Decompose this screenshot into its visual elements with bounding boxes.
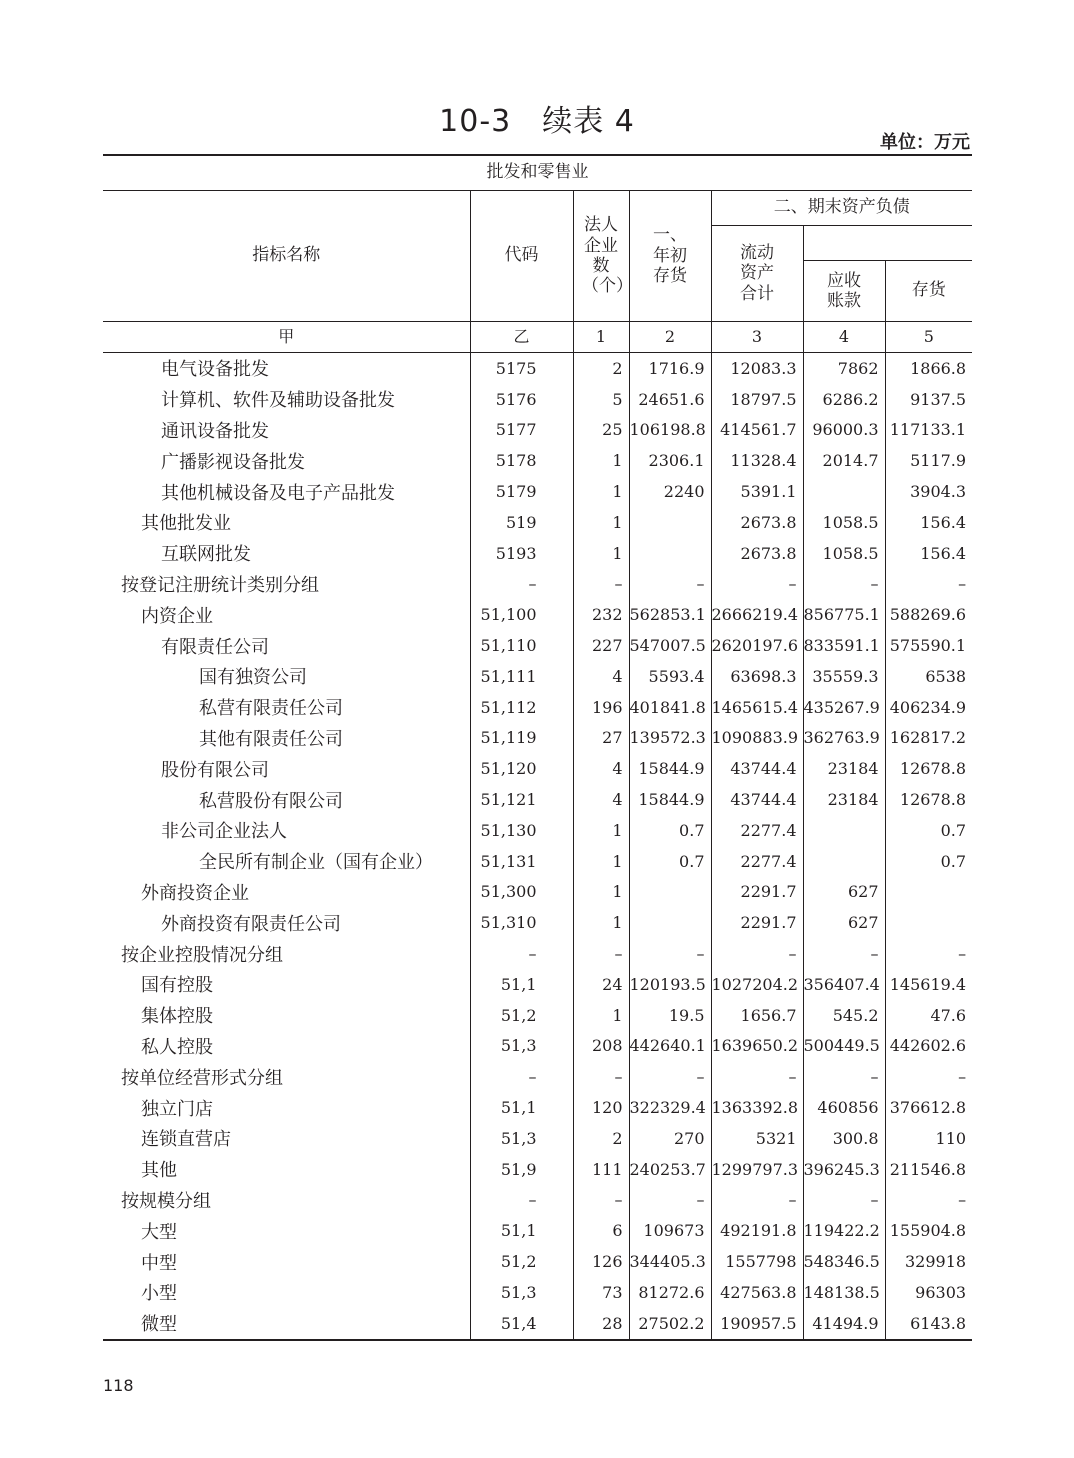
table-row — [103, 1061, 972, 1092]
cell-c3: 190957.5 — [711, 1308, 803, 1340]
cell-c2 — [629, 538, 711, 569]
row-label: 私营有限责任公司 — [103, 692, 470, 723]
index-cell: 乙 — [470, 322, 573, 353]
page-number: 118 — [103, 1376, 134, 1395]
cell-c3: 43744.4 — [711, 784, 803, 815]
table-row — [103, 569, 972, 600]
header-count: 法人企业数（个） — [573, 191, 629, 322]
cell-c2 — [629, 507, 711, 538]
cell-c5: – — [958, 574, 967, 594]
cell-c3: 2673.8 — [711, 538, 803, 569]
cell-code: – — [470, 1061, 573, 1092]
table-row — [103, 599, 972, 630]
cell-c1: 1 — [573, 476, 629, 507]
row-label: 计算机、软件及辅助设备批发 — [103, 384, 470, 415]
cell-c4: 7862 — [803, 353, 885, 384]
row-label: 外商投资有限责任公司 — [103, 907, 470, 938]
cell-code: 51,300 — [470, 877, 573, 908]
row-label: 电气设备批发 — [103, 353, 470, 384]
cell-c3: 5391.1 — [711, 476, 803, 507]
cell-code: 5175 — [470, 353, 573, 384]
header-name: 指标名称 — [103, 191, 470, 322]
cell-c4: 833591.1 — [803, 630, 885, 661]
cell-c4: 96000.3 — [803, 415, 885, 446]
cell-c1: 1 — [573, 445, 629, 476]
row-label: 国有控股 — [103, 969, 470, 1000]
row-label: 按企业控股情况分组 — [103, 938, 470, 969]
index-cell: 3 — [711, 322, 803, 353]
cell-c1: 196 — [573, 692, 629, 723]
cell-c1: 111 — [573, 1154, 629, 1185]
cell-c5: 96303 — [915, 1282, 967, 1302]
cell-c3: 1465615.4 — [711, 692, 803, 723]
cell-c2: 19.5 — [629, 1000, 711, 1031]
cell-c1: 73 — [573, 1277, 629, 1308]
cell-c3: 18797.5 — [711, 384, 803, 415]
cell-c4: 856775.1 — [803, 599, 885, 630]
cell-c4: 627 — [803, 907, 885, 938]
cell-c4: 545.2 — [803, 1000, 885, 1031]
table-row — [103, 1154, 972, 1185]
row-label: 按单位经营形式分组 — [103, 1061, 470, 1092]
cell-c1: 1 — [573, 815, 629, 846]
cell-code: – — [470, 569, 573, 600]
cell-code: 51,3 — [470, 1123, 573, 1154]
table-row — [103, 846, 972, 877]
index-cell: 4 — [803, 322, 885, 353]
cell-code: 51,3 — [470, 1031, 573, 1062]
cell-c4: 2014.7 — [803, 445, 885, 476]
cell-c2: 27502.2 — [629, 1308, 711, 1340]
cell-c3: – — [711, 1061, 803, 1092]
cell-c1: 28 — [573, 1308, 629, 1340]
cell-code: 51,310 — [470, 907, 573, 938]
cell-c3: 1363392.8 — [711, 1092, 803, 1123]
cell-c1: 5 — [573, 384, 629, 415]
table-row — [103, 1185, 972, 1216]
index-cell: 甲 — [103, 322, 470, 353]
cell-c3: 1027204.2 — [711, 969, 803, 1000]
table-row — [103, 938, 972, 969]
cell-c5: 442602.6 — [889, 1036, 967, 1056]
cell-c2: 15844.9 — [629, 784, 711, 815]
cell-code: 51,119 — [470, 723, 573, 754]
cell-c5: 376612.8 — [889, 1098, 967, 1118]
cell-c5 — [885, 877, 972, 908]
cell-c2: 24651.6 — [629, 384, 711, 415]
header-c3: 流动资产合计 — [711, 226, 803, 322]
cell-c3: 427563.8 — [711, 1277, 803, 1308]
index-cell: 2 — [629, 322, 711, 353]
cell-c1: – — [573, 938, 629, 969]
header-c2: 一、年初存货 — [629, 191, 711, 322]
cell-c2: – — [629, 569, 711, 600]
table-row — [103, 384, 972, 415]
cell-c5: 1866.8 — [910, 358, 967, 378]
cell-c1: 1 — [573, 538, 629, 569]
table-row — [103, 538, 972, 569]
header-code: 代码 — [470, 191, 573, 322]
row-label: 按登记注册统计类别分组 — [103, 569, 470, 600]
index-cell: 5 — [885, 322, 972, 353]
cell-c2: 2240 — [629, 476, 711, 507]
table-row — [103, 1215, 972, 1246]
cell-c5: 211546.8 — [889, 1159, 967, 1179]
cell-c5: 588269.6 — [889, 605, 967, 625]
cell-c3: 43744.4 — [711, 753, 803, 784]
cell-c5: – — [958, 1190, 967, 1210]
cell-c1: 2 — [573, 353, 629, 384]
cell-c3: 1639650.2 — [711, 1031, 803, 1062]
table-row — [103, 1246, 972, 1277]
cell-code: 51,1 — [470, 1092, 573, 1123]
table-row — [103, 1092, 972, 1123]
cell-c3: 2277.4 — [711, 846, 803, 877]
cell-c4: 435267.9 — [803, 692, 885, 723]
cell-c4: 627 — [803, 877, 885, 908]
cell-c2 — [629, 877, 711, 908]
cell-c2: 81272.6 — [629, 1277, 711, 1308]
cell-c2: – — [629, 938, 711, 969]
cell-c2: 0.7 — [629, 815, 711, 846]
cell-code: 51,1 — [470, 1215, 573, 1246]
header-c5: 存货 — [885, 261, 972, 322]
cell-c3: 11328.4 — [711, 445, 803, 476]
cell-c1: 25 — [573, 415, 629, 446]
cell-c5 — [885, 907, 972, 938]
row-label: 私营股份有限公司 — [103, 784, 470, 815]
header-c4: 应收账款 — [803, 261, 885, 322]
cell-c3: 1557798 — [711, 1246, 803, 1277]
cell-c3: 63698.3 — [711, 661, 803, 692]
cell-c2: 2306.1 — [629, 445, 711, 476]
cell-c3: – — [711, 1185, 803, 1216]
header-subgroup-spacer — [803, 226, 972, 261]
cell-c2: 15844.9 — [629, 753, 711, 784]
table-body — [103, 353, 972, 1340]
cell-c2: 270 — [629, 1123, 711, 1154]
index-row — [103, 322, 972, 353]
index-cell: 1 — [573, 322, 629, 353]
table-row — [103, 445, 972, 476]
cell-c4: 148138.5 — [803, 1277, 885, 1308]
row-label: 连锁直营店 — [103, 1123, 470, 1154]
cell-code: 51,120 — [470, 753, 573, 784]
cell-c3: 2277.4 — [711, 815, 803, 846]
cell-c4: 6286.2 — [803, 384, 885, 415]
cell-c3: – — [711, 569, 803, 600]
page-title: 10-3 续表 4 — [439, 104, 635, 139]
cell-c3: 2620197.6 — [711, 630, 803, 661]
cell-c5: 110 — [935, 1128, 967, 1148]
cell-c1: 126 — [573, 1246, 629, 1277]
table-row — [103, 692, 972, 723]
cell-c1: – — [573, 1061, 629, 1092]
cell-code: 519 — [470, 507, 573, 538]
cell-c1: 1 — [573, 877, 629, 908]
cell-code: 51,9 — [470, 1154, 573, 1185]
table-row — [103, 630, 972, 661]
cell-c4: 356407.4 — [803, 969, 885, 1000]
cell-c2: – — [629, 1185, 711, 1216]
cell-c5: 47.6 — [930, 1005, 967, 1025]
cell-code: 51,1 — [470, 969, 573, 1000]
statistics-table — [103, 154, 972, 1341]
cell-code: – — [470, 1185, 573, 1216]
row-label: 大型 — [103, 1215, 470, 1246]
cell-c1: – — [573, 569, 629, 600]
row-label: 微型 — [103, 1308, 470, 1340]
cell-code: 51,4 — [470, 1308, 573, 1340]
cell-c1: 4 — [573, 784, 629, 815]
cell-c3: 12083.3 — [711, 353, 803, 384]
cell-c2: 442640.1 — [629, 1031, 711, 1062]
cell-c5: 5117.9 — [910, 451, 967, 471]
cell-c5: 117133.1 — [889, 420, 967, 440]
cell-code: 51,2 — [470, 1246, 573, 1277]
cell-c5: 9137.5 — [910, 389, 967, 409]
row-label: 其他机械设备及电子产品批发 — [103, 476, 470, 507]
cell-code: 5178 — [470, 445, 573, 476]
cell-c1: 6 — [573, 1215, 629, 1246]
cell-c1: 1 — [573, 907, 629, 938]
row-label: 小型 — [103, 1277, 470, 1308]
table-row — [103, 476, 972, 507]
cell-code: 5193 — [470, 538, 573, 569]
row-label: 全民所有制企业（国有企业） — [103, 846, 470, 877]
unit-label: 单位：万元 — [880, 132, 970, 153]
cell-c5: – — [958, 1067, 967, 1087]
cell-c2: 109673 — [629, 1215, 711, 1246]
cell-c4 — [803, 846, 885, 877]
cell-code: 51,111 — [470, 661, 573, 692]
cell-c5: 0.7 — [940, 820, 967, 840]
cell-c1: 27 — [573, 723, 629, 754]
cell-c5: – — [958, 944, 967, 964]
cell-c5: 12678.8 — [899, 790, 967, 810]
cell-c5: 145619.4 — [889, 974, 967, 994]
cell-code: 51,110 — [470, 630, 573, 661]
cell-c3: – — [711, 938, 803, 969]
cell-c4: 23184 — [803, 784, 885, 815]
cell-code: 5177 — [470, 415, 573, 446]
cell-code: 51,3 — [470, 1277, 573, 1308]
cell-c5: 6538 — [925, 666, 967, 686]
table-row — [103, 1123, 972, 1154]
row-label: 互联网批发 — [103, 538, 470, 569]
cell-c2: 106198.8 — [629, 415, 711, 446]
cell-c1: 4 — [573, 753, 629, 784]
table-row — [103, 661, 972, 692]
cell-c3: 1299797.3 — [711, 1154, 803, 1185]
cell-c4: 396245.3 — [803, 1154, 885, 1185]
row-label: 独立门店 — [103, 1092, 470, 1123]
row-label: 外商投资企业 — [103, 877, 470, 908]
cell-c5: 329918 — [904, 1252, 967, 1271]
cell-c5: 155904.8 — [889, 1221, 967, 1241]
cell-code: 51,121 — [470, 784, 573, 815]
cell-c3: 2673.8 — [711, 507, 803, 538]
cell-c4: 1058.5 — [803, 507, 885, 538]
cell-c4: 300.8 — [803, 1123, 885, 1154]
cell-c2: 139572.3 — [629, 723, 711, 754]
table-row — [103, 907, 972, 938]
cell-c1: 1 — [573, 507, 629, 538]
row-label: 广播影视设备批发 — [103, 445, 470, 476]
table-row — [103, 1031, 972, 1062]
cell-c4: – — [803, 938, 885, 969]
cell-c4 — [803, 815, 885, 846]
cell-c5: 0.7 — [940, 851, 967, 871]
cell-c4 — [803, 476, 885, 507]
cell-code: – — [470, 938, 573, 969]
cell-code: 5176 — [470, 384, 573, 415]
cell-c3: 5321 — [711, 1123, 803, 1154]
cell-c1: 2 — [573, 1123, 629, 1154]
cell-c3: 2291.7 — [711, 877, 803, 908]
cell-c2: 120193.5 — [629, 969, 711, 1000]
row-label: 其他批发业 — [103, 507, 470, 538]
cell-c4: 500449.5 — [803, 1031, 885, 1062]
cell-c4: 35559.3 — [803, 661, 885, 692]
table-row — [103, 353, 972, 384]
table-row — [103, 1000, 972, 1031]
cell-c1: – — [573, 1185, 629, 1216]
cell-c3: 492191.8 — [711, 1215, 803, 1246]
cell-c4: 1058.5 — [803, 538, 885, 569]
cell-c1: 120 — [573, 1092, 629, 1123]
cell-c1: 24 — [573, 969, 629, 1000]
cell-c4: 548346.5 — [803, 1246, 885, 1277]
cell-c5: 12678.8 — [899, 759, 967, 779]
table-header — [103, 155, 972, 353]
cell-c2: 344405.3 — [629, 1246, 711, 1277]
cell-c2: 401841.8 — [629, 692, 711, 723]
cell-c4: 460856 — [803, 1092, 885, 1123]
cell-c4: 362763.9 — [803, 723, 885, 754]
table-row — [103, 723, 972, 754]
cell-c2: 562853.1 — [629, 599, 711, 630]
section-header: 批发和零售业 — [103, 155, 972, 191]
cell-c2: 547007.5 — [629, 630, 711, 661]
cell-c3: 1656.7 — [711, 1000, 803, 1031]
cell-c5: 6143.8 — [885, 1308, 972, 1340]
cell-code: 51,100 — [470, 599, 573, 630]
row-label: 按规模分组 — [103, 1185, 470, 1216]
row-label: 集体控股 — [103, 1000, 470, 1031]
cell-c4: 41494.9 — [803, 1308, 885, 1340]
table-row — [103, 1308, 972, 1340]
cell-c3: 414561.7 — [711, 415, 803, 446]
cell-code: 51,112 — [470, 692, 573, 723]
cell-c2: 5593.4 — [629, 661, 711, 692]
row-label: 其他有限责任公司 — [103, 723, 470, 754]
cell-c2 — [629, 907, 711, 938]
cell-code: 51,131 — [470, 846, 573, 877]
cell-c1: 227 — [573, 630, 629, 661]
table-row — [103, 784, 972, 815]
table-row — [103, 1277, 972, 1308]
cell-c3: 2666219.4 — [711, 599, 803, 630]
header-group: 二、期末资产负债 — [711, 191, 972, 226]
table-row — [103, 415, 972, 446]
cell-c2: 0.7 — [629, 846, 711, 877]
cell-c4: – — [803, 1185, 885, 1216]
table-row — [103, 753, 972, 784]
cell-c5: 575590.1 — [889, 636, 967, 656]
table-row — [103, 815, 972, 846]
cell-code: 51,2 — [470, 1000, 573, 1031]
cell-c2: 322329.4 — [629, 1092, 711, 1123]
cell-c2: 1716.9 — [629, 353, 711, 384]
cell-c2: – — [629, 1061, 711, 1092]
cell-code: 51,130 — [470, 815, 573, 846]
row-label: 有限责任公司 — [103, 630, 470, 661]
cell-code: 5179 — [470, 476, 573, 507]
cell-c5: 3904.3 — [910, 482, 967, 502]
row-label: 通讯设备批发 — [103, 415, 470, 446]
cell-c5: 406234.9 — [889, 697, 967, 717]
cell-c4: 23184 — [803, 753, 885, 784]
cell-c1: 1 — [573, 846, 629, 877]
row-label: 国有独资公司 — [103, 661, 470, 692]
row-label: 非公司企业法人 — [103, 815, 470, 846]
cell-c4: – — [803, 569, 885, 600]
cell-c2: 240253.7 — [629, 1154, 711, 1185]
cell-c3: 1090883.9 — [711, 723, 803, 754]
cell-c5: 162817.2 — [889, 728, 967, 748]
row-label: 私人控股 — [103, 1031, 470, 1062]
cell-c4: – — [803, 1061, 885, 1092]
row-label: 中型 — [103, 1246, 470, 1277]
cell-c5: 156.4 — [920, 543, 967, 563]
row-label: 内资企业 — [103, 599, 470, 630]
table-row — [103, 507, 972, 538]
row-label: 其他 — [103, 1154, 470, 1185]
cell-c1: 1 — [573, 1000, 629, 1031]
cell-c1: 4 — [573, 661, 629, 692]
cell-c4: 119422.2 — [803, 1215, 885, 1246]
cell-c3: 2291.7 — [711, 907, 803, 938]
row-label: 股份有限公司 — [103, 753, 470, 784]
cell-c1: 232 — [573, 599, 629, 630]
table-row — [103, 969, 972, 1000]
cell-c5: 156.4 — [920, 512, 967, 532]
cell-c1: 208 — [573, 1031, 629, 1062]
table-row — [103, 877, 972, 908]
